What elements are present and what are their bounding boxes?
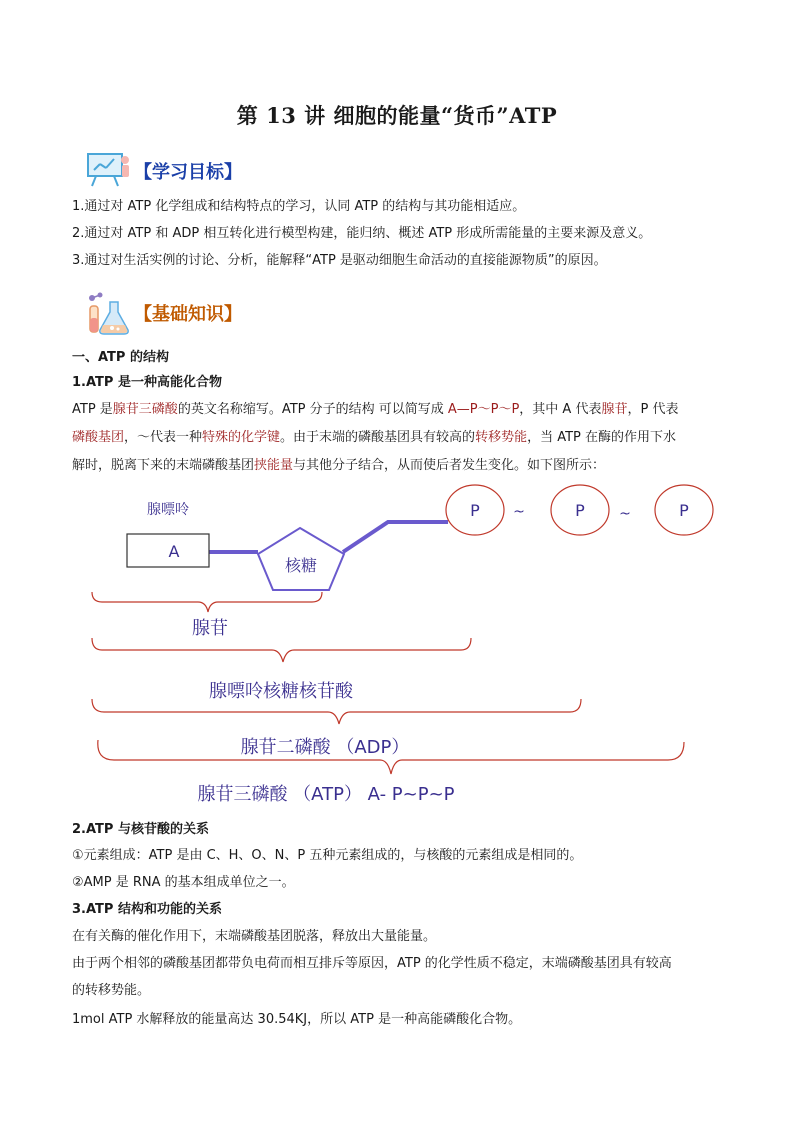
keyword: 腺苷三磷酸 — [112, 402, 178, 417]
text-run: ，P 代表 — [627, 402, 679, 417]
bond-line — [343, 522, 448, 552]
amp-label: 腺嘌呤核糖核苷酸 — [209, 681, 353, 702]
subsection-heading: 2.ATP 与核苷酸的关系 — [72, 822, 209, 837]
phosphate-label: P — [470, 501, 480, 520]
keyword: 腺苷 — [601, 402, 628, 417]
goal-item: 3.通过对生活实例的讨论、分析，能解释“ATP 是驱动细胞生命活动的直接能源物质”的原因。 — [72, 253, 607, 268]
brace-amp — [92, 638, 471, 662]
brace-adenosine — [92, 592, 322, 612]
basic-header — [84, 292, 324, 336]
goal-item: 2.通过对 ATP 和 ADP 相互转化进行模型构建，能归纳、概述 ATP 形成所需能量的主要来源及意义。 — [72, 226, 652, 241]
high-energy-bond: ~ — [513, 504, 525, 520]
adp-label: 腺苷二磷酸 （ADP） — [240, 737, 410, 758]
ribose-label: 核糖 — [284, 556, 318, 575]
text-run: 的英文名称缩写。ATP 分子的结构 可以简写成 — [177, 402, 448, 417]
text-line: 1mol ATP 水解释放的能量高达 30.54KJ，所以 ATP 是一种高能磷酸化合物。 — [72, 1012, 522, 1027]
keyword: 磷酸基团 — [72, 430, 125, 445]
text-run: ，～代表一种 — [124, 430, 203, 445]
text-line: 由于两个相邻的磷酸基团都带负电荷而相互排斥等原因，ATP 的化学性质不稳定，末端磷酸基团具有较高 — [72, 956, 672, 971]
basic-label: 【基础知识】 — [134, 304, 242, 325]
adenine-box-label: A — [168, 542, 180, 561]
text-line: 在有关酶的催化作用下，末端磷酸基团脱落，释放出大量能量。 — [72, 929, 437, 944]
page-title: 第 13 讲 细胞的能量“货币”ATP — [236, 103, 558, 128]
text-run: ，其中 A 代表 — [519, 402, 602, 417]
atp-label: 腺苷三磷酸 （ATP） A- P~P~P — [197, 784, 455, 805]
keyword: 挟能量 — [254, 458, 294, 473]
text-run: ，当 ATP 在酶的作用下水 — [527, 430, 677, 445]
presentation-board-icon — [84, 150, 132, 190]
high-energy-bond: ~ — [619, 506, 631, 522]
text-run: 解时，脱离下来的末端磷酸基团 — [72, 458, 255, 473]
adenine-label: 腺嘌呤 — [147, 502, 189, 518]
text-line: ②AMP 是 RNA 的基本组成单位之一。 — [72, 875, 295, 890]
subsection-heading: 1.ATP 是一种高能化合物 — [72, 375, 222, 390]
chemistry-flask-icon — [84, 292, 132, 336]
subsection-heading: 3.ATP 结构和功能的关系 — [72, 902, 222, 917]
text-run: ATP 是 — [72, 402, 113, 417]
text-line: 的转移势能。 — [72, 983, 151, 998]
goals-label: 【学习目标】 — [134, 162, 242, 183]
phosphate-label: P — [575, 501, 585, 520]
text-line: ①元素组成：ATP 是由 C、H、O、N、P 五种元素组成的，与核酸的元素组成是相同的。 — [72, 848, 583, 863]
keyword: A—P～P～P — [447, 402, 520, 417]
section-heading: 一、ATP 的结构 — [72, 350, 169, 365]
adenosine-label: 腺苷 — [192, 618, 228, 639]
goals-header — [84, 150, 324, 194]
phosphate-label: P — [679, 501, 689, 520]
atp-structure-diagram — [0, 478, 794, 818]
goal-item: 1.通过对 ATP 化学组成和结构特点的学习，认同 ATP 的结构与其功能相适应。 — [72, 199, 526, 214]
keyword: 转移势能 — [475, 430, 528, 445]
text-run: 。由于末端的磷酸基团具有较高的 — [280, 430, 476, 445]
brace-adp — [92, 699, 581, 724]
text-run: 与其他分子结合，从而使后者发生变化。如下图所示： — [293, 458, 606, 473]
keyword: 特殊的化学键 — [202, 430, 281, 445]
atp-paragraph — [72, 396, 732, 480]
